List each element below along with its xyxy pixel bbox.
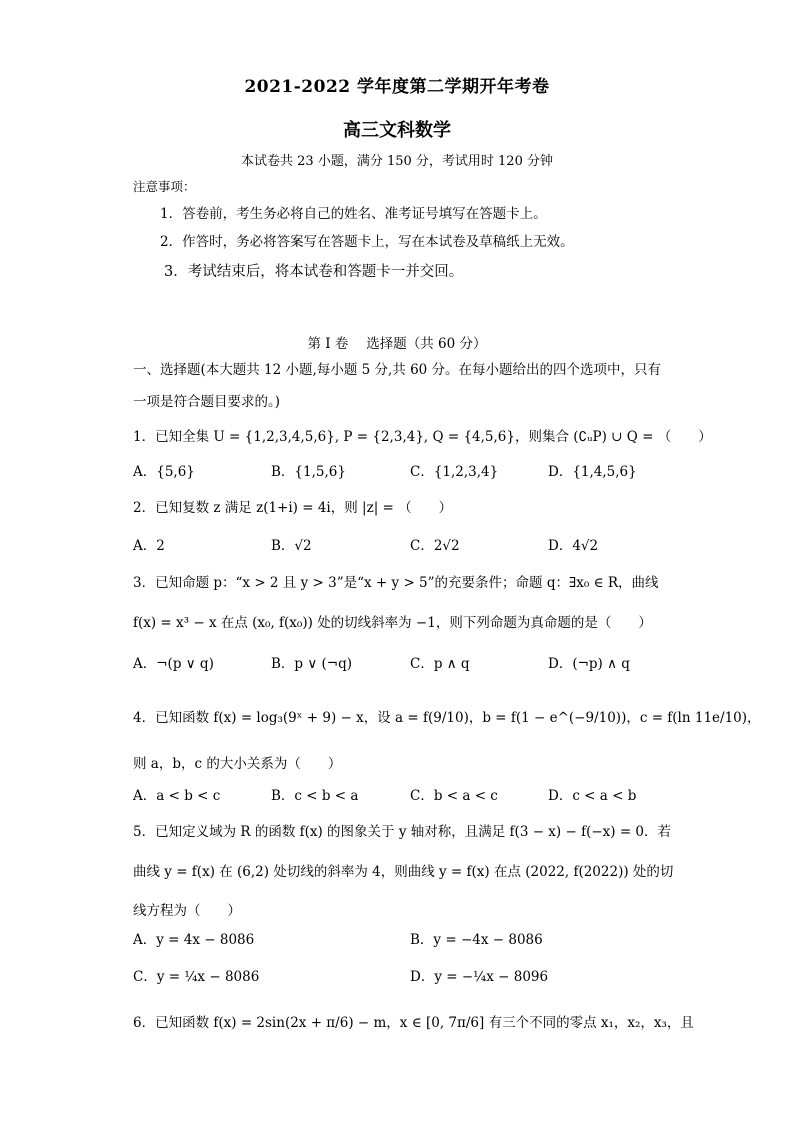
option-a: A．¬(p ∨ q)	[133, 656, 214, 672]
section-intro: 一、选择题(本大题共 12 小题,每小题 5 分,共 60 分。在每小题给出的四个选项中，只有	[133, 362, 662, 378]
option-a: A．y = 4x − 8086	[133, 932, 255, 948]
option-b: B．√2	[271, 538, 312, 554]
option-c: C．y = ¼x − 8086	[133, 969, 260, 985]
question-stem: 1．已知全集 U = {1,2,3,4,5,6}, P = {2,3,4}, Q = {4,5,6}，则集合 (∁ᵤP) ∪ Q = （ ）	[133, 429, 712, 445]
option-a: A．a < b < c	[133, 788, 221, 804]
option-c: C．p ∧ q	[410, 656, 470, 672]
exam-title: 2021-2022 学年度第二学期开年考卷	[244, 77, 550, 97]
question-stem: 则 a，b，c 的大小关系为（ ）	[133, 756, 342, 772]
option-b: B．{1,5,6}	[271, 464, 346, 480]
question-stem: 曲线 y = f(x) 在 (6,2) 处切线的斜率为 4，则曲线 y = f(x) 在点 (2022, f(2022)) 处的切	[133, 864, 674, 880]
option-a: A．{5,6}	[133, 464, 195, 480]
option-a: A．2	[133, 538, 165, 554]
question-stem: 4．已知函数 f(x) = log₃(9ˣ + 9) − x，设 a = f(9/10)，b = f(1 − e^(−9/10))，c = f(ln 11e/10)，	[133, 710, 761, 726]
option-d: D．c < a < b	[548, 788, 637, 804]
option-c: C．2√2	[410, 538, 460, 554]
question-stem: 5．已知定义域为 R 的函数 f(x) 的图象关于 y 轴对称，且满足 f(3 − x) − f(−x) = 0．若	[133, 824, 672, 840]
section-title: 第 I 卷 选择题（共 60 分）	[307, 336, 487, 352]
notice-label: 注意事项：	[133, 179, 196, 194]
option-b: B．c < b < a	[271, 788, 359, 804]
notice-item: 2．作答时，务必将答案写在答题卡上，写在本试卷及草稿纸上无效。	[160, 234, 574, 250]
question-stem: 线方程为（ ）	[133, 903, 241, 919]
option-d: D．(¬p) ∧ q	[548, 656, 630, 672]
option-d: D．y = −¼x − 8096	[410, 969, 549, 985]
notice-item: 1．答卷前，考生务必将自己的姓名、准考证号填写在答题卡上。	[160, 206, 547, 222]
option-b: B．y = −4x − 8086	[410, 932, 543, 948]
question-stem: 2．已知复数 z 满足 z(1+i) = 4i，则 |z| = （ ）	[133, 500, 453, 516]
option-c: C．b < a < c	[410, 788, 498, 804]
question-stem: f(x) = x³ − x 在点 (x₀, f(x₀)) 处的切线斜率为 −1，则下列命题为真命题的是（ ）	[133, 615, 652, 631]
option-d: D．{1,4,5,6}	[548, 464, 637, 480]
option-b: B．p ∨ (¬q)	[271, 656, 353, 672]
option-d: D．4√2	[548, 538, 599, 554]
question-stem: 6．已知函数 f(x) = 2sin(2x + π/6) − m，x ∈ [0, 7π/6] 有三个不同的零点 x₁，x₂，x₃，且	[133, 1015, 694, 1031]
exam-info: 本试卷共 23 小题，满分 150 分，考试用时 120 分钟	[241, 154, 553, 169]
option-c: C．{1,2,3,4}	[410, 464, 499, 480]
notice-item: 3．考试结束后，将本试卷和答题卡一并交回。	[164, 264, 464, 280]
question-stem: 3．已知命题 p：“x > 2 且 y > 3”是“x + y > 5”的充要条件；命题 q：∃x₀ ∈ R，曲线	[133, 575, 659, 591]
section-intro: 一项是符合题目要求的。)	[133, 394, 281, 410]
exam-subject: 高三文科数学	[343, 120, 451, 141]
